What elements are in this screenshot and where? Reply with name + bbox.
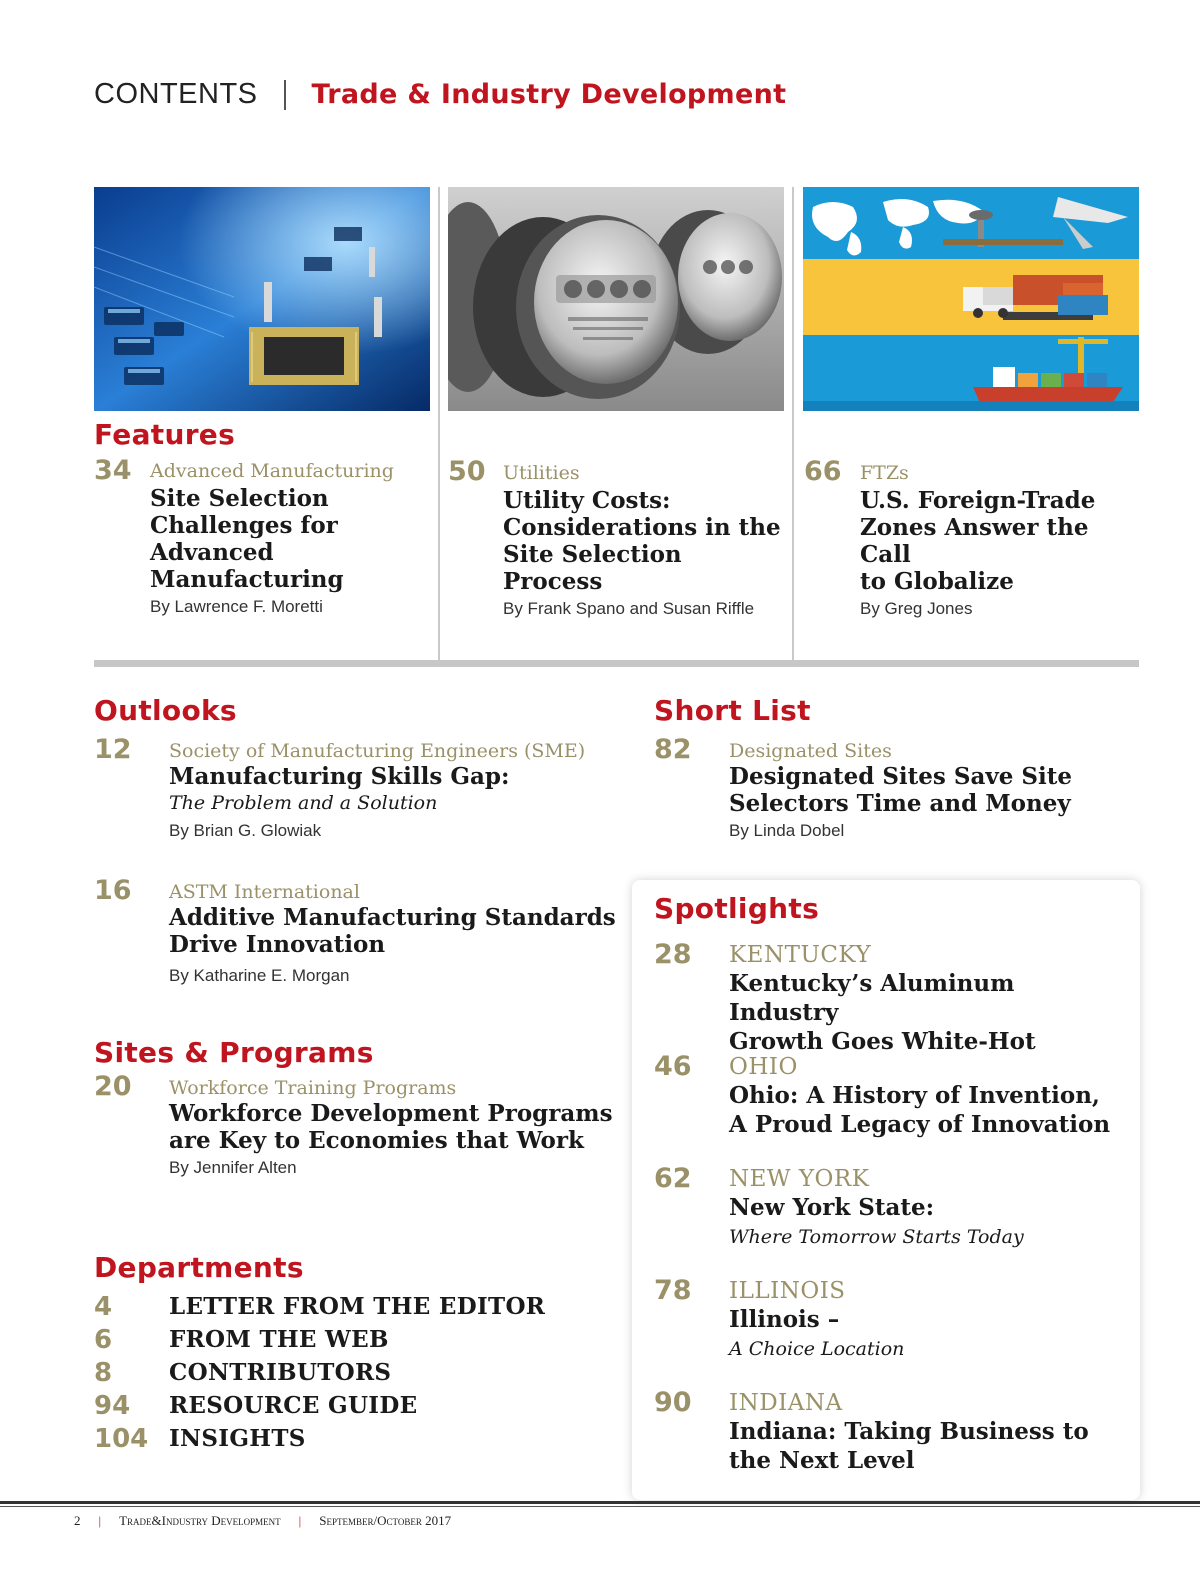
global-trade-illustration [803, 187, 1139, 411]
page-number: 12 [94, 734, 132, 765]
department-item[interactable] [94, 1323, 389, 1356]
spotlight-title: Kentucky’s Aluminum Industry Growth Goes White-Hot [729, 970, 1036, 1055]
page-number: 66 [804, 456, 842, 487]
spotlight-title: Ohio: A History of Invention, A Proud Legacy of Innovation [729, 1082, 1111, 1138]
spotlight-state: INDIANA [729, 1390, 843, 1416]
department-label: CONTRIBUTORS [169, 1359, 392, 1386]
feature-byline: By Frank Spano and Susan Riffle [503, 599, 755, 618]
masthead-divider [284, 80, 286, 110]
outlook-subtitle: The Problem and a Solution [169, 792, 438, 814]
circuit-board-photo [94, 187, 430, 411]
sites-programs-title: Workforce Development Programs are Key to Economies that Work [169, 1100, 613, 1154]
page-number: 82 [654, 734, 692, 765]
sites-programs-byline: By Jennifer Alten [169, 1158, 297, 1177]
spotlights-heading: Spotlights [654, 892, 820, 925]
spotlight-state: NEW YORK [729, 1166, 870, 1192]
department-label: LETTER FROM THE EDITOR [169, 1293, 546, 1320]
spotlight-title: Illinois – [729, 1306, 840, 1333]
footer-rule-thin [0, 1506, 1200, 1507]
sites-programs-category: Workforce Training Programs [169, 1077, 457, 1099]
feature-byline: By Greg Jones [860, 599, 973, 618]
publication-title: Trade & Industry Development [311, 79, 787, 110]
outlooks-heading: Outlooks [94, 694, 237, 727]
spotlight-title: Indiana: Taking Business to the Next Level [729, 1418, 1089, 1474]
feature-category: Advanced Manufacturing [150, 460, 394, 482]
feature-category: FTZs [860, 462, 909, 484]
page-number: 78 [654, 1275, 692, 1306]
page-number: 34 [94, 455, 132, 486]
department-label: INSIGHTS [169, 1425, 306, 1452]
outlook-title: Additive Manufacturing Standards Drive Innovation [169, 904, 616, 958]
folio-page-number: 2 [74, 1513, 81, 1528]
section-rule [94, 660, 1139, 667]
sites-programs-heading: Sites & Programs [94, 1036, 374, 1069]
department-item[interactable] [94, 1389, 417, 1422]
masthead [94, 78, 786, 111]
page-number: 90 [654, 1387, 692, 1418]
short-list-heading: Short List [654, 694, 811, 727]
footer-rule [0, 1501, 1200, 1504]
spotlight-state: OHIO [729, 1054, 798, 1080]
spotlight-subtitle: Where Tomorrow Starts Today [729, 1226, 1024, 1248]
page-number: 6 [94, 1324, 113, 1355]
department-item[interactable] [94, 1290, 545, 1323]
outlook-title: Manufacturing Skills Gap: [169, 763, 510, 790]
footer-publication: Trade&Industry Development [119, 1513, 281, 1528]
page-number: 46 [654, 1051, 692, 1082]
spotlight-subtitle: A Choice Location [729, 1338, 905, 1360]
feature-category: Utilities [503, 462, 580, 484]
footer-separator: | [298, 1513, 302, 1528]
department-item[interactable] [94, 1356, 391, 1389]
outlook-category: Society of Manufacturing Engineers (SME) [169, 740, 586, 762]
page-number: 8 [94, 1357, 113, 1388]
electric-meters-photo [448, 187, 784, 411]
feature-title: Site Selection Challenges for Advanced Manufacturing [150, 485, 344, 593]
department-label: FROM THE WEB [169, 1326, 389, 1353]
spotlight-state: ILLINOIS [729, 1278, 846, 1304]
feature-title: Utility Costs: Considerations in the Site Selection Process [503, 487, 781, 595]
footer-issue: September/October 2017 [319, 1513, 452, 1528]
page-number: 16 [94, 875, 132, 906]
short-list-title: Designated Sites Save Site Selectors Time and Money [729, 763, 1073, 817]
page-number: 50 [448, 456, 486, 487]
page-number: 20 [94, 1071, 132, 1102]
short-list-category: Designated Sites [729, 740, 892, 762]
outlook-byline: By Brian G. Glowiak [169, 821, 322, 840]
departments-heading: Departments [94, 1251, 304, 1284]
feature-title: U.S. Foreign-Trade Zones Answer the Call to Globalize [860, 487, 1096, 595]
page-number: 4 [94, 1291, 113, 1322]
footer-separator: | [98, 1513, 102, 1528]
contents-label: CONTENTS [94, 78, 258, 110]
department-label: RESOURCE GUIDE [169, 1392, 418, 1419]
page-number: 62 [654, 1163, 692, 1194]
outlook-category: ASTM International [169, 881, 360, 903]
column-divider [792, 187, 794, 660]
page-number: 94 [94, 1390, 131, 1421]
outlook-byline: By Katharine E. Morgan [169, 966, 350, 985]
feature-byline: By Lawrence F. Moretti [150, 597, 323, 616]
short-list-byline: By Linda Dobel [729, 821, 845, 840]
features-heading: Features [94, 418, 236, 451]
department-item[interactable] [94, 1422, 306, 1455]
spotlight-title: New York State: [729, 1194, 935, 1221]
page-number: 28 [654, 939, 692, 970]
footer [74, 1513, 451, 1529]
page-number: 104 [94, 1423, 149, 1454]
column-divider [438, 187, 440, 660]
spotlight-state: KENTUCKY [729, 942, 872, 968]
